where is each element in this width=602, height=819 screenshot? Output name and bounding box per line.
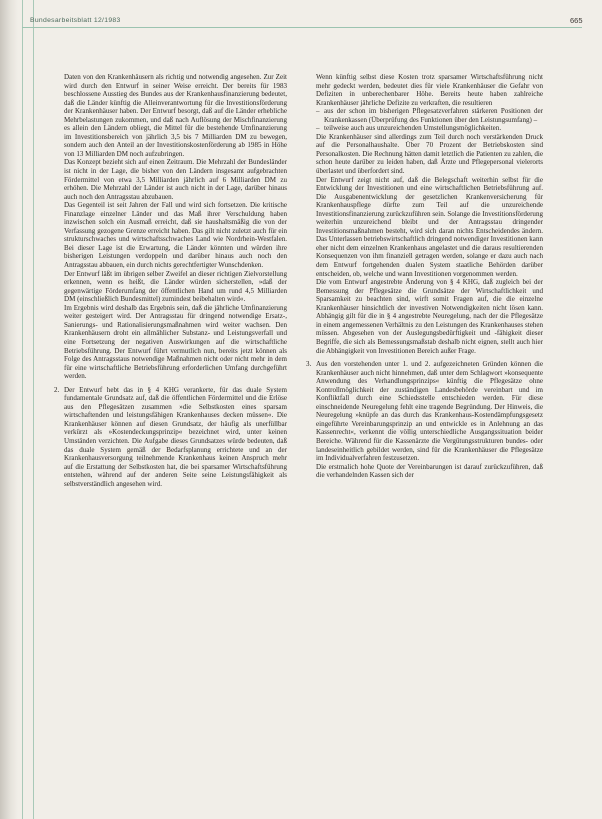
paragraph: Das Konzept bezieht sich auf einen Zeitraum. Die Mehrzahl der Bundesländer ist nicht in der Lage, die bisher von den Ländern insgesamt aufgebrachten Fördermittel von etwa 3,5 Milliarden jährlich auf 6 Milliarden DM zu erhöhen. Die Mehrzahl der Länder ist auch nicht in der Lage, darüber hinaus auch noch den Antragsstau abzubauen. xyxy=(64,158,287,201)
item-text: Aus den vorstehenden unter 1. und 2. aufgezeichneten Gründen können die Krankenhäuser auch nicht hinnehmen, daß unter dem Schlagwort »konsequente Anwendung des Verhandlungsprinzips« künftig die Pflegesätze ohne Kontrollmöglichkeit der zuständigen Landesbehörde vereinbart und im Konfliktfall durch eine Schiedsstelle entschieden werden. Für diese einschneidende Neuregelung fehlt eine tragende Begründung. Der Hinweis, die Neuregelung »knüpfe an das durch das Krankenhaus-Kostendämpfungsgesetz eingeführte Vereinbarungsprinzip an und entwickle es in Anlehnung an das Kassenrecht«, verkennt die völlig unterschiedliche Ausgangssituation beider Bereiche. Während für die Kassenärzte die Vergütungsstrukturen bundes- oder landeseinheitlich gebildet werden, sind für die Krankenhäuser die Pflegesätze im Individualverfahren festzusetzen. xyxy=(316,360,543,463)
paragraph: Das Gegenteil ist seit Jahren der Fall und wird sich fortsetzen. Die kritische Finanzlage einzelner Länder und das Maß ihrer Verschuldung haben inzwischen solch ein Ausmaß erreicht, daß sie haushaltsmäßig die von der Verfassung gezogene Grenze erreicht haben. Das gilt nicht zuletzt auch für ein strukturschwaches und wirtschaftsschwaches Land wie Nordrhein-Westfalen. Bei dieser Lage ist die Erwartung, die Länder könnten und würden ihre bisherigen Leistungen verdoppeln und darüber hinaus auch noch den Antragsstau abbauen, ein durch nichts gerechtfertigter Wunschdenken. xyxy=(64,201,287,270)
paragraph: Wenn künftig selbst diese Kosten trotz sparsamer Wirtschaftsführung nicht mehr gedeckt werden, bedeutet dies für viele Krankenhäuser die Gefahr von Defiziten in unberechenbarer Höhe. Bereits heute haben zahlreiche Krankenhäuser jährliche Defizite zu verkraften, die resultieren xyxy=(316,73,543,107)
paragraph: Die vom Entwurf angestrebte Änderung von § 4 KHG, daß zugleich bei der Bemessung der Pflegesätze die Grundsätze der Wirtschaftlichkeit und Sparsamkeit zu beachten sind, wirft somit Fragen auf, die die einzelne Krankenhäuser hinsichtlich der investiven Notwendigkeiten nicht lösen kann. Abhängig gilt für die in § 4 angestrebte Neuregelung, nach der die Pflegesätze in einem angemessenen Verhältnis zu den Leistungen des Krankenhauses stehen müssen. Abgesehen von der Auslegungsbedürftigkeit und -fähigkeit dieser Begriffe, die sich als Bemessungsmaßstab deshalb nicht eignen, stellt auch hier die Abhängigkeit von Investitionen Bereich außer Frage. xyxy=(316,278,543,355)
item-number: 3. xyxy=(306,360,312,369)
bullet-text: teilweise auch aus unzureichenden Umstellungsmöglichkeiten. xyxy=(324,124,502,133)
dash-marker: – xyxy=(316,124,320,133)
numbered-item-3 xyxy=(306,360,543,463)
running-header: Bundesarbeitsblatt 12/1983 xyxy=(30,17,121,24)
binding-shadow xyxy=(0,0,18,819)
item-text: Der Entwurf hebt das in § 4 KHG verankerte, für das duale System fundamentale Grundsatz auf, daß die öffentlichen Fördermittel und die Erlöse aus den Pflegesätzen zusammen »die Selbstkosten eines sparsam wirtschaftenden und leistungsfähigen Krankenhauses decken müssen«. Die Krankenhäuser können auf diesen Grundsatz, der häufig als unerfüllbar verkürzt als »Kostendeckungsprinzip« bezeichnet wird, unter keinen Umständen verzichten. Die Aufgabe dieses Grundsatzes würde bedeuten, daß das duale System gemäß der Bedarfsplanung errichtete und an der Krankenhausversorgung teilnehmende Krankenhaus keinen Anspruch mehr auf die Erstattung der Selbstkosten hat, die bei sparsamer Wirtschaftsführung entstehen, während auf der anderen Seite seine Leistungsfähigkeit als selbstverständlich angesehen wird. xyxy=(64,385,287,488)
bullet-item xyxy=(316,124,543,133)
bullet-text: aus der schon im bisherigen Pflegesatzverfahren stärkeren Positionen der Krankenkassen (Überprüfung des Funktionen über den Leistungsumfang) – xyxy=(324,107,543,124)
left-column xyxy=(54,73,287,488)
paragraph: Im Ergebnis wird deshalb das Ergebnis sein, daß die jährliche Umfinanzierung weiter gesteigert wird. Der Antragsstau für dringend notwendige Ersatz-, Sanierungs- und Rationalisierungsmaßnahmen wird weiter wachsen. Den Krankenhäusern droht ein allmählicher Substanz- und Leistungsverfall und eine Fortsetzung der negativen Auswirkungen auf die wirtschaftliche Betriebsführung. Der Entwurf führt vermutlich nun, bereits jetzt können als Folge des Antragsstaus notwendige Maßnahmen nicht oder nicht mehr in dem für eine wirtschaftliche Betriebsführung erforderlichen Umfang durchgeführt werden. xyxy=(64,303,287,381)
right-column xyxy=(306,73,543,480)
page-number: 665 xyxy=(570,16,583,25)
header-rule xyxy=(22,27,582,28)
margin-rule xyxy=(33,0,34,819)
paragraph: Der Entwurf läßt im übrigen selber Zweifel an dieser richtigen Zielvorstellung erkennen, wenn es heißt, die Länder würden sicherstellen, »daß der gegenwärtige Förderumfang der öffentlichen Hand um rund 4,5 Milliarden DM (einschließlich Bundesmittel) zumindest beibehalten wird«. xyxy=(64,269,287,304)
paragraph: Die erstmalich hohe Quote der Vereinbarungen ist darauf zurückzuführen, daß die verhandelnden Kassen sich der xyxy=(316,462,543,480)
margin-rule xyxy=(22,0,23,819)
item-number: 2. xyxy=(54,385,60,394)
bullet-item xyxy=(316,107,543,124)
paragraph: Der Entwurf zeigt nicht auf, daß die Belegschaft weiterhin selbst für die Entwicklung der Investitionen und eine wirtschaftlichen Betriebsführung auf. Die Ausgabenentwicklung der gesetzlichen Krankenversicherung für Krankenhauspflege dürfte zum Teil auf die unzureichende Investitionsfinanzierung zurückzuführen sein. Solange die Investitionsförderung weiterhin unzureichend bleibt und der Antragsstau dringender Investitionsmaßnahmen besteht, wird sich daran nichts Entscheidendes ändern. Das Unterlassen betriebswirtschaftlich dringend notwendiger Investitionen kann eher nicht dem einzelnen Krankenhaus angelastet und die daraus resultierenden Konsequenzen von ihm finanziell getragen werden, solange er dazu auch nach dem Entwurf fortgehenden dualen System staatliche Behörden darüber entscheiden, ob, welche und wann Investitionen vorgenommen werden. xyxy=(316,175,543,278)
dash-marker: – xyxy=(316,107,320,116)
numbered-item-2 xyxy=(54,385,287,489)
paragraph: Die Krankenhäuser sind allerdings zum Teil durch noch verstärkenden Druck auf die Personalhaushalte. Über 70 Prozent der Betriebskosten sind Personalkosten. Die Rechnung hätten damit letztlich die Patienten zu zahlen, die schon heute darüber zu leiden haben, daß Ärzte und Pflegepersonal vielerorts überlastet und überfordert sind. xyxy=(316,132,543,176)
paragraph: Daten von den Krankenhäusern als richtig und notwendig angesehen. Zur Zeit wird durch den Entwurf in seiner Weise erreicht. Der bereits für 1983 beschlossene Ausstieg des Bundes aus der Krankenhausfinanzierung bedeutet, daß die Länder künftig die Alleinverantwortung für die Investitionsförderung der Krankenhäuser haben. Der Entwurf besorgt, daß auf die Länder erhebliche Mehrbelastungen zukommen, und daß nach Auflösung der Mischfinanzierung es allein den Ländern obliegt, die Mittel für die bestehende Umfinanzierung im Investitionsbereich von jährlich 3,5 bis 7 Milliarden DM zu bewegen, sondern auch den Anteil an der Investitionskostenförderung ab 1985 in Höhe von 13 Milliarden DM noch aufzubringen. xyxy=(64,73,287,158)
